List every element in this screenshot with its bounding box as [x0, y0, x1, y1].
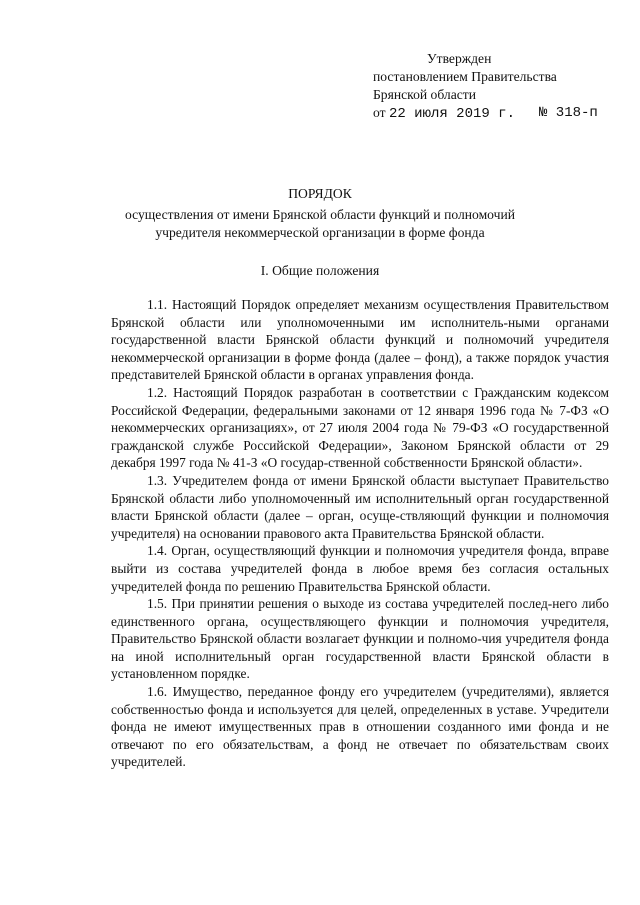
- approval-stamp: [373, 50, 623, 122]
- approval-line-2: Брянской области: [373, 87, 476, 102]
- approval-title: Утвержден: [427, 51, 492, 66]
- approval-date: 22 июля 2019 г.: [388, 106, 515, 122]
- document-body: [111, 296, 609, 771]
- document-title: ПОРЯДОК: [288, 186, 352, 201]
- approval-line-1: постановлением Правительства: [373, 69, 557, 84]
- paragraph-1-6: 1.6. Имущество, переданное фонду его учредителем (учредителями), является собственностью фонда и используется для целей, определенных в уставе. Учредители фонда не имеют имущественных прав в отношении созданного ими фонда и не отвечают по его обязательствам, а фонд не отвечает по обязательствам своих учредителей.: [111, 684, 609, 770]
- document-subtitle-line-2: учредителя некоммерческой организации в форме фонда: [155, 225, 485, 240]
- document-title-block: [80, 185, 560, 242]
- approval-date-prefix: от: [373, 105, 386, 120]
- paragraph-1-1: 1.1. Настоящий Порядок определяет механизм осуществления Правительством Брянской области или уполномоченными им исполнитель-ными органами государственной власти Брянской области функций и полномочий учредителя некоммерческой организации в форме фонда (далее – фонд), а также порядок участия представителей Брянской области в органах управления фонда.: [111, 297, 609, 383]
- document-subtitle-line-1: осуществления от имени Брянской области функций и полномочий: [124, 207, 516, 222]
- paragraph-1-3: 1.3. Учредителем фонда от имени Брянской области выступает Правительство Брянской области либо уполномоченный им исполнительный орган государственной власти Брянской области (далее – орган, осуще-ствляющий функции и полномочия учредителя) на основании правового акта Правительства Брянской области.: [111, 472, 609, 541]
- approval-number: № 318-п: [539, 105, 598, 121]
- paragraph-1-2: 1.2. Настоящий Порядок разработан в соответствии с Гражданским кодексом Российской Федерации, федеральными законами от 12 января 1996 года № 7-ФЗ «О некоммерческих организациях», от 27 июля 2004 года № 79-ФЗ «О государственной гражданской службе Российской Федерации», Законом Брянской области от 29 декабря 1997 года № 41-З «О государ-ственной собственности Брянской области».: [111, 384, 609, 471]
- paragraph-1-4: 1.4. Орган, осуществляющий функции и полномочия учредителя фонда, вправе выйти из состава учредителей фонда в любое время без согласия остальных учредителей фонда по решению Правительства Брянской области.: [111, 543, 609, 594]
- approval-date-row: [373, 104, 623, 122]
- section-heading: I. Общие положения: [260, 263, 380, 278]
- paragraph-1-5: 1.5. При принятии решения о выходе из состава учредителей послед-него либо единственного органа, осуществляющего функции и полномочия учредителя, Правительство Брянской области возлагает функции и полномо-чия учредителя фонда на иной исполнительный орган государственной власти Брянской области в установленном порядке.: [111, 596, 609, 682]
